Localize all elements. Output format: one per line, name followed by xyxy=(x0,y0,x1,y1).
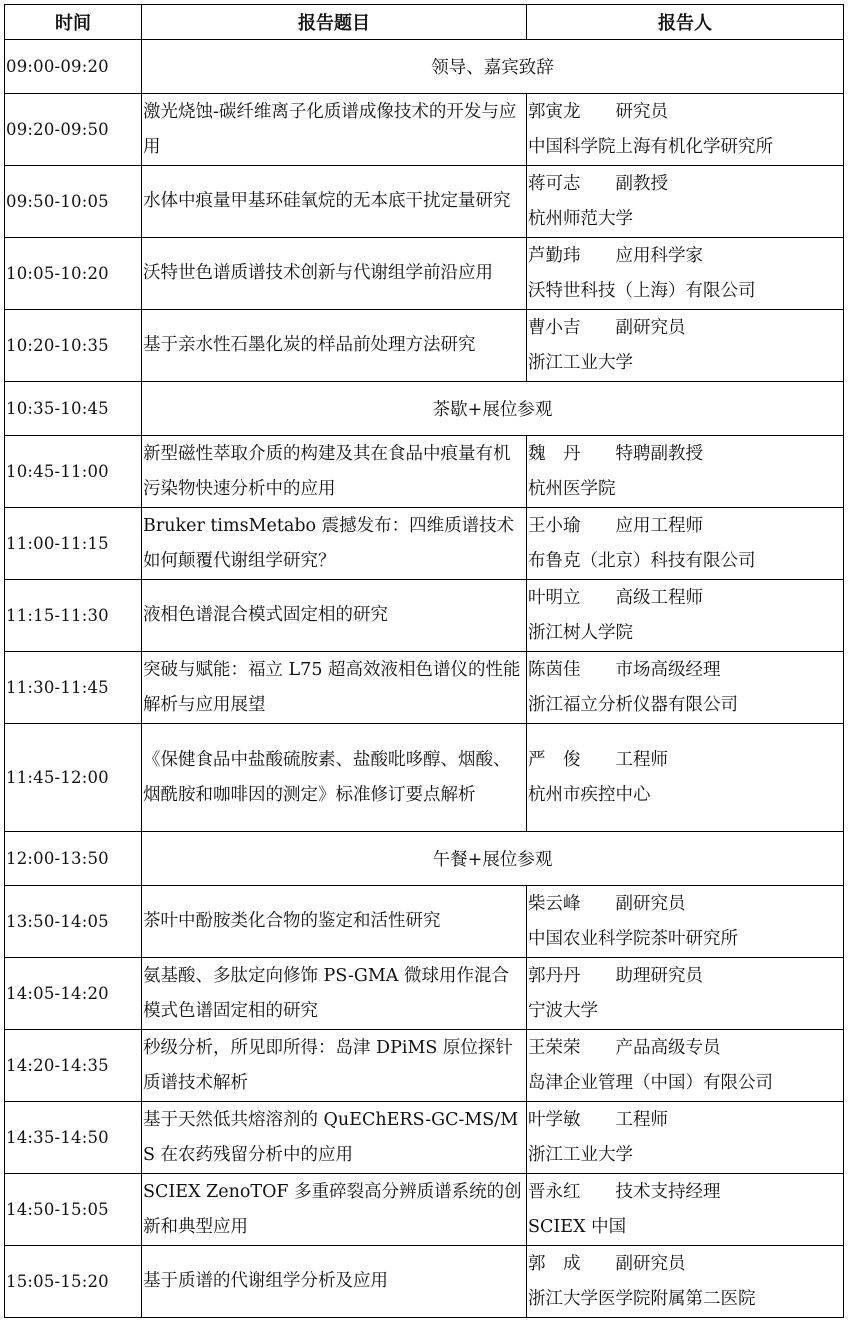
speaker-name: 陈茵佳 xyxy=(528,659,581,680)
speaker-role: 技术支持经理 xyxy=(615,1181,721,1202)
speaker-name: 曹小吉 xyxy=(528,317,581,338)
speaker-name-line xyxy=(528,167,842,202)
talk-row xyxy=(5,652,844,724)
speaker-cell xyxy=(527,436,844,508)
talk-row xyxy=(5,1246,844,1318)
speaker-role: 产品高级专员 xyxy=(615,1037,721,1058)
speaker-cell xyxy=(527,1246,844,1318)
speaker-name-line xyxy=(528,959,842,994)
break-title-cell: 领导、嘉宾致辞 xyxy=(142,40,844,94)
speaker-role: 应用科学家 xyxy=(615,245,703,266)
break-title-cell: 午餐+展位参观 xyxy=(142,832,844,886)
speaker-name: 芦勤玮 xyxy=(528,245,581,266)
speaker-name: 蒋可志 xyxy=(528,173,581,194)
speaker-role: 工程师 xyxy=(615,1109,668,1130)
topic-cell: 沃特世色谱质谱技术创新与代谢组学前沿应用 xyxy=(142,238,527,310)
speaker-name-line xyxy=(528,1175,842,1210)
break-row xyxy=(5,832,844,886)
speaker-affiliation: 浙江工业大学 xyxy=(528,352,633,373)
header-speaker: 报告人 xyxy=(527,5,844,40)
speaker-role: 工程师 xyxy=(615,749,668,770)
speaker-role: 特聘副教授 xyxy=(615,443,703,464)
speaker-name-line xyxy=(528,311,842,346)
speaker-affiliation: 浙江工业大学 xyxy=(528,1144,633,1165)
time-cell: 10:20-10:35 xyxy=(5,310,142,382)
speaker-affiliation: 杭州师范大学 xyxy=(528,208,633,229)
speaker-affiliation: 浙江福立分析仪器有限公司 xyxy=(528,694,738,715)
speaker-name-line xyxy=(528,1103,842,1138)
topic-cell: 液相色谱混合模式固定相的研究 xyxy=(142,580,527,652)
speaker-name-line xyxy=(528,509,842,544)
speaker-cell xyxy=(527,1102,844,1174)
speaker-affiliation: 中国农业科学院茶叶研究所 xyxy=(528,928,738,949)
talk-row xyxy=(5,436,844,508)
speaker-cell xyxy=(527,1174,844,1246)
talk-row xyxy=(5,1030,844,1102)
speaker-cell xyxy=(527,652,844,724)
topic-cell: Bruker timsMetabo 震撼发布：四维质谱技术如何颠覆代谢组学研究？ xyxy=(142,508,527,580)
topic-cell: 基于质谱的代谢组学分析及应用 xyxy=(142,1246,527,1318)
speaker-name-line xyxy=(528,437,842,472)
talk-row xyxy=(5,958,844,1030)
talk-row xyxy=(5,886,844,958)
talk-row xyxy=(5,724,844,832)
speaker-name: 郭丹丹 xyxy=(528,965,581,986)
speaker-name-line xyxy=(528,887,842,922)
time-cell: 14:50-15:05 xyxy=(5,1174,142,1246)
time-cell: 11:00-11:15 xyxy=(5,508,142,580)
speaker-cell xyxy=(527,238,844,310)
time-cell: 12:00-13:50 xyxy=(5,832,142,886)
topic-cell: 茶叶中酚胺类化合物的鉴定和活性研究 xyxy=(142,886,527,958)
speaker-cell xyxy=(527,724,844,832)
break-row xyxy=(5,40,844,94)
time-cell: 09:50-10:05 xyxy=(5,166,142,238)
time-cell: 09:20-09:50 xyxy=(5,94,142,166)
schedule-table xyxy=(4,4,844,1318)
time-cell: 13:50-14:05 xyxy=(5,886,142,958)
speaker-name-line xyxy=(528,743,842,778)
speaker-affiliation: 中国科学院上海有机化学研究所 xyxy=(528,136,773,157)
header-topic: 报告题目 xyxy=(142,5,527,40)
schedule-body xyxy=(5,40,844,1318)
talk-row xyxy=(5,508,844,580)
speaker-affiliation: 浙江大学医学院附属第二医院 xyxy=(528,1288,756,1309)
speaker-affiliation: 浙江树人学院 xyxy=(528,622,633,643)
topic-cell: 氨基酸、多肽定向修饰 PS-GMA 微球用作混合模式色谱固定相的研究 xyxy=(142,958,527,1030)
speaker-role: 副研究员 xyxy=(615,1253,686,1274)
header-time: 时间 xyxy=(5,5,142,40)
speaker-role: 市场高级经理 xyxy=(615,659,721,680)
speaker-role: 助理研究员 xyxy=(615,965,703,986)
time-cell: 11:30-11:45 xyxy=(5,652,142,724)
topic-cell: SCIEX ZenoTOF 多重碎裂高分辨质谱系统的创新和典型应用 xyxy=(142,1174,527,1246)
topic-cell: 基于天然低共熔溶剂的 QuEChERS-GC-MS/MS 在农药残留分析中的应用 xyxy=(142,1102,527,1174)
speaker-name: 柴云峰 xyxy=(528,893,581,914)
header-row xyxy=(5,5,844,40)
talk-row xyxy=(5,580,844,652)
time-cell: 10:35-10:45 xyxy=(5,382,142,436)
speaker-cell xyxy=(527,958,844,1030)
speaker-affiliation: 岛津企业管理（中国）有限公司 xyxy=(528,1072,773,1093)
speaker-name: 叶明立 xyxy=(528,587,581,608)
speaker-name: 严 俊 xyxy=(528,749,581,770)
time-cell: 15:05-15:20 xyxy=(5,1246,142,1318)
speaker-cell xyxy=(527,166,844,238)
time-cell: 14:35-14:50 xyxy=(5,1102,142,1174)
speaker-role: 研究员 xyxy=(615,101,668,122)
talk-row xyxy=(5,1174,844,1246)
talk-row xyxy=(5,1102,844,1174)
talk-row xyxy=(5,94,844,166)
speaker-name-line xyxy=(528,95,842,130)
speaker-name-line xyxy=(528,581,842,616)
time-cell: 09:00-09:20 xyxy=(5,40,142,94)
speaker-cell xyxy=(527,886,844,958)
speaker-name-line xyxy=(528,653,842,688)
time-cell: 10:05-10:20 xyxy=(5,238,142,310)
speaker-affiliation: SCIEX 中国 xyxy=(528,1216,627,1237)
speaker-name: 晋永红 xyxy=(528,1181,581,1202)
speaker-name: 郭寅龙 xyxy=(528,101,581,122)
speaker-affiliation: 布鲁克（北京）科技有限公司 xyxy=(528,550,756,571)
speaker-affiliation: 杭州医学院 xyxy=(528,478,616,499)
speaker-affiliation: 宁波大学 xyxy=(528,1000,598,1021)
speaker-role: 副研究员 xyxy=(615,317,686,338)
speaker-name: 叶学敏 xyxy=(528,1109,581,1130)
talk-row xyxy=(5,310,844,382)
time-cell: 11:15-11:30 xyxy=(5,580,142,652)
time-cell: 11:45-12:00 xyxy=(5,724,142,832)
topic-cell: 新型磁性萃取介质的构建及其在食品中痕量有机污染物快速分析中的应用 xyxy=(142,436,527,508)
break-title-cell: 茶歇+展位参观 xyxy=(142,382,844,436)
topic-cell: 《保健食品中盐酸硫胺素、盐酸吡哆醇、烟酸、烟酰胺和咖啡因的测定》标准修订要点解析 xyxy=(142,724,527,832)
break-row xyxy=(5,382,844,436)
speaker-affiliation: 沃特世科技（上海）有限公司 xyxy=(528,280,756,301)
speaker-role: 应用工程师 xyxy=(615,515,703,536)
talk-row xyxy=(5,238,844,310)
speaker-name: 郭 成 xyxy=(528,1253,581,1274)
topic-cell: 基于亲水性石墨化炭的样品前处理方法研究 xyxy=(142,310,527,382)
talk-row xyxy=(5,166,844,238)
topic-cell: 激光烧蚀-碳纤维离子化质谱成像技术的开发与应用 xyxy=(142,94,527,166)
time-cell: 14:20-14:35 xyxy=(5,1030,142,1102)
speaker-name-line xyxy=(528,1247,842,1282)
topic-cell: 秒级分析，所见即所得：岛津 DPiMS 原位探针质谱技术解析 xyxy=(142,1030,527,1102)
topic-cell: 突破与赋能：福立 L75 超高效液相色谱仪的性能解析与应用展望 xyxy=(142,652,527,724)
speaker-cell xyxy=(527,1030,844,1102)
speaker-role: 副教授 xyxy=(615,173,668,194)
speaker-name: 魏 丹 xyxy=(528,443,581,464)
speaker-role: 高级工程师 xyxy=(615,587,703,608)
speaker-name-line xyxy=(528,1031,842,1066)
speaker-cell xyxy=(527,94,844,166)
time-cell: 10:45-11:00 xyxy=(5,436,142,508)
speaker-affiliation: 杭州市疾控中心 xyxy=(528,784,651,805)
time-cell: 14:05-14:20 xyxy=(5,958,142,1030)
speaker-name: 王荣荣 xyxy=(528,1037,581,1058)
speaker-role: 副研究员 xyxy=(615,893,686,914)
speaker-cell xyxy=(527,310,844,382)
speaker-cell xyxy=(527,580,844,652)
speaker-name: 王小瑜 xyxy=(528,515,581,536)
speaker-cell xyxy=(527,508,844,580)
topic-cell: 水体中痕量甲基环硅氧烷的无本底干扰定量研究 xyxy=(142,166,527,238)
speaker-name-line xyxy=(528,239,842,274)
